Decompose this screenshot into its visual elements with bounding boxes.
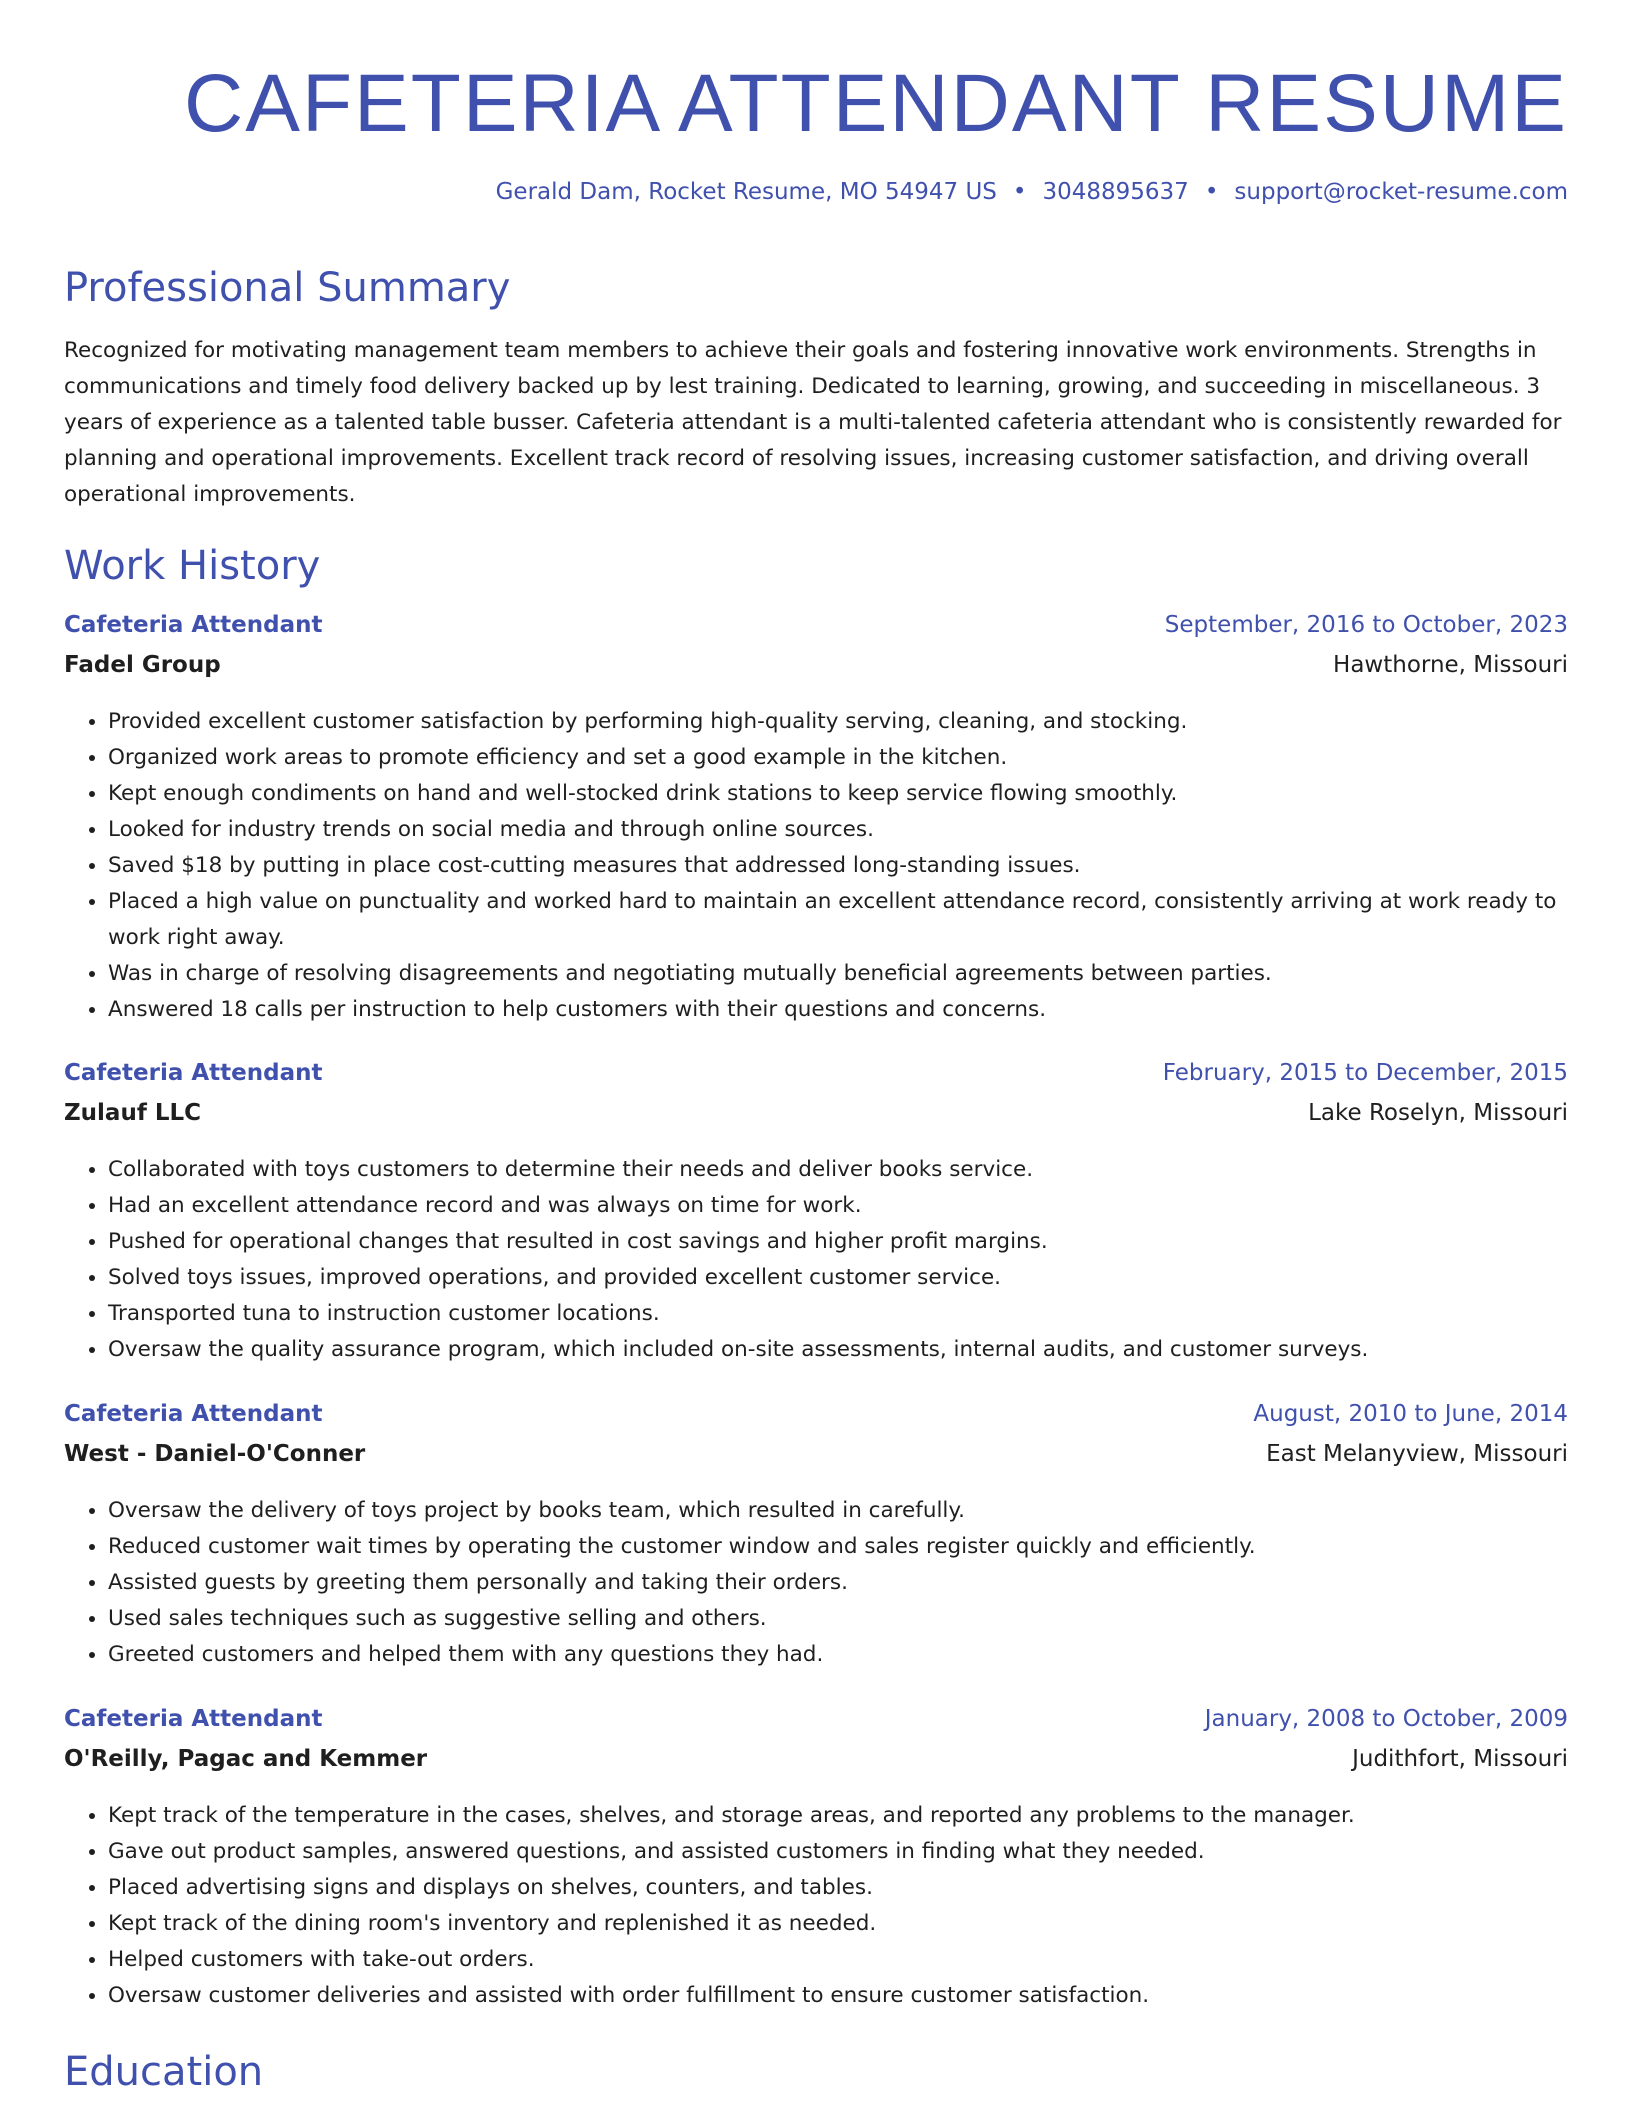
job-bullet: • Answered 18 calls per instruction to help customers with their questions and concerns. xyxy=(108,992,1568,1028)
job-company-row xyxy=(64,652,1568,692)
job-bullet: • Looked for industry trends on social media and through online sources. xyxy=(108,812,1568,848)
job-location: Hawthorne, Missouri xyxy=(1333,652,1568,678)
job-bullet: • Gave out product samples, answered questions, and assisted customers in finding what they needed. xyxy=(108,1834,1568,1870)
contact-separator: • xyxy=(1012,179,1027,205)
contact-phone: 3048895637 xyxy=(1042,179,1189,205)
professional-summary-heading: Professional Summary xyxy=(64,265,511,311)
job-bullet: • Solved toys issues, improved operations, and provided excellent customer service. xyxy=(108,1260,1568,1296)
job-bullet: • Kept enough condiments on hand and well-stocked drink stations to keep service flowing smoothly. xyxy=(108,776,1568,812)
job-bullet: • Oversaw the delivery of toys project by books team, which resulted in carefully. xyxy=(108,1493,1568,1529)
resume-title: CAFETERIA ATTENDANT RESUME xyxy=(184,58,1568,149)
job-company-row xyxy=(64,1100,1568,1140)
job-bullet: • Saved $18 by putting in place cost-cutting measures that addressed long-standing issues. xyxy=(108,848,1568,884)
job-bullet: • Helped customers with take-out orders. xyxy=(108,1942,1568,1978)
job-bullet: • Kept track of the temperature in the cases, shelves, and storage areas, and reported any problems to the manager. xyxy=(108,1798,1568,1834)
contact-line xyxy=(496,179,1568,205)
job-bullet: • Assisted guests by greeting them personally and taking their orders. xyxy=(108,1565,1568,1601)
job-bullet: • Was in charge of resolving disagreements and negotiating mutually beneficial agreements between parties. xyxy=(108,956,1568,992)
job-company: Fadel Group xyxy=(64,652,221,678)
job-title: Cafeteria Attendant xyxy=(64,1706,323,1732)
job-bullet: • Had an excellent attendance record and was always on time for work. xyxy=(108,1188,1568,1224)
job-dates: February, 2015 to December, 2015 xyxy=(1162,1060,1568,1086)
job-header-row xyxy=(64,1060,1568,1100)
job-dates: January, 2008 to October, 2009 xyxy=(1204,1706,1568,1732)
job-company: West - Daniel-O'Conner xyxy=(64,1441,366,1467)
job-location: Judithfort, Missouri xyxy=(1352,1746,1568,1772)
contact-email[interactable]: support@rocket-resume.com xyxy=(1234,179,1568,205)
work-history-heading: Work History xyxy=(64,543,321,589)
job-bullet: • Reduced customer wait times by operating the customer window and sales register quickly and efficiently. xyxy=(108,1529,1568,1565)
job-bullet: • Transported tuna to instruction customer locations. xyxy=(108,1296,1568,1332)
job-bullet: • Collaborated with toys customers to determine their needs and deliver books service. xyxy=(108,1152,1568,1188)
job-bullet-list xyxy=(64,704,1568,1028)
job-header-row xyxy=(64,1706,1568,1746)
job-entry xyxy=(64,1060,1568,1368)
job-entry xyxy=(64,1401,1568,1673)
job-location: East Melanyview, Missouri xyxy=(1266,1441,1568,1467)
job-bullet: • Organized work areas to promote efficiency and set a good example in the kitchen. xyxy=(108,740,1568,776)
job-bullet: • Oversaw the quality assurance program, which included on-site assessments, internal audits, and customer surveys. xyxy=(108,1332,1568,1368)
job-company-row xyxy=(64,1441,1568,1481)
education-heading: Education xyxy=(64,2049,264,2095)
job-title: Cafeteria Attendant xyxy=(64,1060,323,1086)
job-entry xyxy=(64,1706,1568,2014)
resume-page xyxy=(64,0,1568,2095)
job-bullet-list xyxy=(64,1152,1568,1368)
job-bullet: • Greeted customers and helped them with any questions they had. xyxy=(108,1637,1568,1673)
job-company: Zulauf LLC xyxy=(64,1100,202,1126)
job-location: Lake Roselyn, Missouri xyxy=(1308,1100,1568,1126)
job-title: Cafeteria Attendant xyxy=(64,1401,323,1427)
job-entry xyxy=(64,612,1568,1028)
job-title: Cafeteria Attendant xyxy=(64,612,323,638)
job-bullet: • Oversaw customer deliveries and assisted with order fulfillment to ensure customer satisfaction. xyxy=(108,1978,1568,2014)
job-bullet: • Placed advertising signs and displays on shelves, counters, and tables. xyxy=(108,1870,1568,1906)
professional-summary-text: Recognized for motivating management team members to achieve their goals and fostering innovative work environments. Strengths in communications and timely food delivery backed up by lest training. Dedicated to learning, growing, and succeeding in miscellaneous. 3 years of experience as a talented table busser. Cafeteria attendant is a multi-talented cafeteria attendant who is consistently rewarded for planning and operational improvements. Excellent track record of resolving issues, increasing customer satisfaction, and driving overall operational improvements. xyxy=(64,338,1562,507)
job-bullet-list xyxy=(64,1798,1568,2014)
contact-separator: • xyxy=(1204,179,1219,205)
job-bullet: • Used sales techniques such as suggestive selling and others. xyxy=(108,1601,1568,1637)
job-bullet-list xyxy=(64,1493,1568,1673)
job-header-row xyxy=(64,1401,1568,1441)
job-bullet: • Pushed for operational changes that resulted in cost savings and higher profit margins. xyxy=(108,1224,1568,1260)
job-bullet: • Kept track of the dining room's inventory and replenished it as needed. xyxy=(108,1906,1568,1942)
job-bullet: • Provided excellent customer satisfaction by performing high-quality serving, cleaning, and stocking. xyxy=(108,704,1568,740)
job-dates: August, 2010 to June, 2014 xyxy=(1253,1401,1568,1427)
job-company-row xyxy=(64,1746,1568,1786)
job-dates: September, 2016 to October, 2023 xyxy=(1164,612,1568,638)
job-header-row xyxy=(64,612,1568,652)
job-bullet: • Placed a high value on punctuality and worked hard to maintain an excellent attendance record, consistently arriving at work ready to work right away. xyxy=(108,884,1568,956)
job-company: O'Reilly, Pagac and Kemmer xyxy=(64,1746,428,1772)
contact-address: Gerald Dam, Rocket Resume, MO 54947 US xyxy=(495,179,997,205)
